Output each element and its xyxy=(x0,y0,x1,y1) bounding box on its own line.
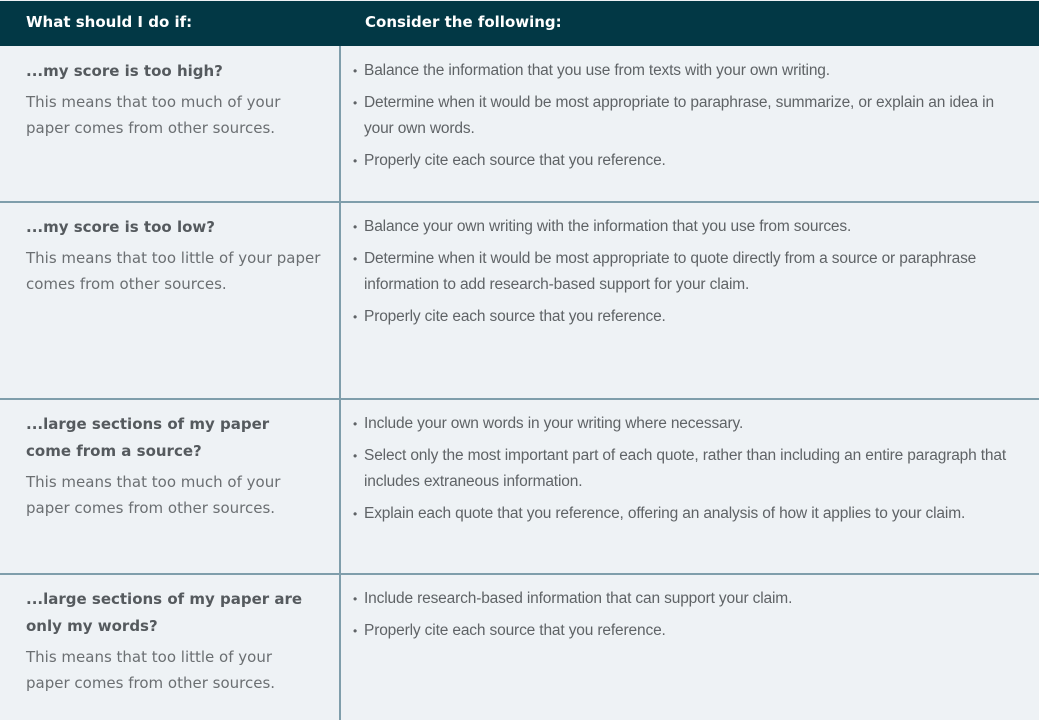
tips-list xyxy=(353,586,1013,644)
bullet-icon: • xyxy=(353,417,358,431)
tip-item xyxy=(353,58,1013,85)
tip-text: Properly cite each source that you reference. xyxy=(364,621,666,639)
tips-cell xyxy=(353,586,1013,649)
tip-text: Select only the most important part of each quote, rather than including an entire paragraph that includes extraneous information. xyxy=(364,446,1007,490)
tip-text: Balance the information that you use from texts with your own writing. xyxy=(364,62,830,79)
bullet-icon: • xyxy=(353,506,358,521)
bullet-icon: • xyxy=(353,95,358,110)
bullet-icon: • xyxy=(353,592,358,606)
tips-cell xyxy=(353,214,1013,335)
tip-item xyxy=(353,411,1013,438)
situation-cell xyxy=(26,586,306,696)
bullet-icon: • xyxy=(353,251,358,266)
bullet-icon: • xyxy=(353,153,358,168)
tip-item xyxy=(353,501,1013,528)
situation-question: ...large sections of my paper are only my words? xyxy=(26,590,303,635)
tips-list xyxy=(353,214,1013,330)
situation-description: This means that too much of your paper comes from other sources. xyxy=(26,473,281,517)
tip-item xyxy=(353,443,1013,496)
bullet-icon: • xyxy=(353,309,358,324)
situation-description: This means that too little of your paper comes from other sources. xyxy=(26,648,276,692)
tip-item xyxy=(353,586,1013,613)
tip-item xyxy=(353,618,1013,645)
situation-question: ...my score is too low? xyxy=(26,218,215,236)
header-what-should-i-do: What should I do if: xyxy=(26,13,193,31)
tip-text: Balance your own writing with the information that you use from sources. xyxy=(364,218,852,235)
tip-item xyxy=(353,148,1013,175)
column-divider xyxy=(339,46,341,720)
tips-cell xyxy=(353,58,1013,179)
bullet-icon: • xyxy=(353,448,358,463)
situation-description: This means that too much of your paper comes from other sources. xyxy=(26,93,281,137)
situation-question: ...large sections of my paper come from a source? xyxy=(26,415,270,460)
row-divider xyxy=(0,201,1039,203)
tip-item xyxy=(353,214,1013,241)
row-divider xyxy=(0,398,1039,400)
tip-text: Include your own words in your writing where necessary. xyxy=(364,415,744,432)
tip-text: Determine when it would be most appropriate to quote directly from a source or paraphrase information to add research-based support for your claim. xyxy=(364,249,977,293)
tip-text: Determine when it would be most appropriate to paraphrase, summarize, or explain an idea in your own words. xyxy=(364,93,994,137)
situation-cell xyxy=(26,58,326,141)
bullet-icon: • xyxy=(353,220,358,234)
tips-list xyxy=(353,58,1013,174)
table-header xyxy=(0,1,1039,46)
tips-cell xyxy=(353,411,1013,532)
row-divider xyxy=(0,573,1039,575)
situation-question: ...my score is too high? xyxy=(26,62,223,80)
tip-text: Properly cite each source that you reference. xyxy=(364,151,666,169)
situation-description: This means that too little of your paper comes from other sources. xyxy=(26,249,321,293)
bullet-icon: • xyxy=(353,623,358,638)
tip-item xyxy=(353,90,1013,143)
header-consider-following: Consider the following: xyxy=(365,13,562,31)
situation-cell xyxy=(26,214,326,297)
tip-item xyxy=(353,304,1013,331)
tip-text: Properly cite each source that you reference. xyxy=(364,307,666,325)
tip-text: Include research-based information that can support your claim. xyxy=(364,590,793,607)
bullet-icon: • xyxy=(353,64,358,78)
tip-text: Explain each quote that you reference, offering an analysis of how it applies to your claim. xyxy=(364,504,966,522)
tips-list xyxy=(353,411,1013,527)
situation-cell xyxy=(26,411,306,521)
tip-item xyxy=(353,246,1013,299)
